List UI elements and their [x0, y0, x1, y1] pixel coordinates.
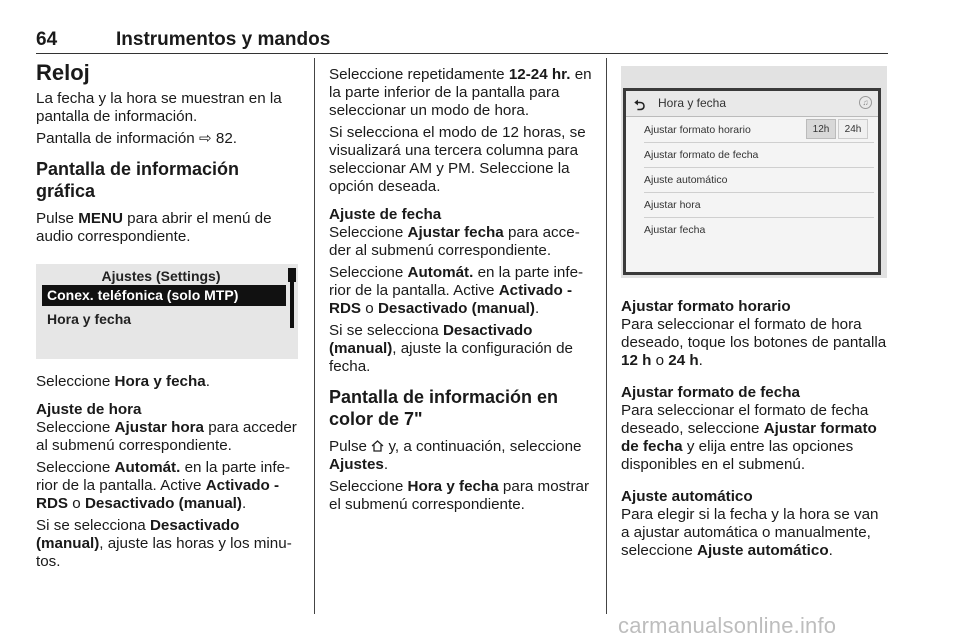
column-divider [606, 58, 607, 614]
section-heading-color: Pantalla de información en color de 7" [329, 387, 559, 429]
figure-row: Ajustar formato de fecha [644, 144, 874, 168]
paragraph: Pulse y, a continuación, seleccione Ajustes. [329, 438, 582, 473]
figure-12h-button: 12h [806, 119, 836, 139]
figure-screen [623, 88, 881, 275]
figure-header [626, 91, 878, 117]
paragraph: Seleccione Automát. en la parte inferior de la pantalla. Active Activado - RDS o Desactivado (manual). [36, 459, 291, 512]
figure-selected-item: Conex. teléfonica (solo MTP) [42, 285, 286, 306]
section-heading-reloj: Reloj [36, 60, 90, 85]
figure-title: Hora y fecha [658, 96, 727, 110]
column-2 [329, 66, 592, 514]
subheading-ajuste-fecha: Ajuste de fecha [329, 206, 442, 223]
page-number: 64 [36, 29, 58, 50]
figure-row: Ajustar hora [644, 194, 874, 218]
subheading-ajuste-hora: Ajuste de hora [36, 401, 142, 418]
paragraph: Seleccione repetidamente 12-24 hr. en la parte inferior de la pantalla para seleccionar un modo de hora. [329, 66, 592, 119]
paragraph: Para seleccionar el formato de fecha deseado, seleccione Ajustar formato de fecha y elija entre las opciones disponibles en el submenú. [621, 402, 877, 473]
paragraph: Seleccione Automát. en la parte inferior de la pantalla. Active Activado - RDS o Desactivado (manual). [329, 264, 584, 317]
paragraph: Si se selecciona Desactivado (manual), ajuste las horas y los minutos. [36, 517, 292, 570]
column-3 [621, 298, 887, 560]
paragraph: Si selecciona el modo de 12 horas, se visualizará una tercera columna para seleccionar AM y PM. Seleccione la opción deseada. [329, 124, 586, 195]
paragraph: Si se selecciona Desactivado (manual), ajuste la configuración de fecha. [329, 322, 573, 375]
graphic-display-figure [36, 264, 298, 359]
subheading-formato-horario: Ajustar formato horario [621, 298, 791, 315]
paragraph: Seleccione Hora y fecha. [36, 373, 210, 390]
page-header [36, 26, 888, 54]
time-format-buttons [806, 119, 870, 139]
paragraph: Para seleccionar el formato de hora deseado, toque los botones de pantalla 12 h o 24 h. [621, 316, 887, 369]
paragraph: Pulse MENU para abrir el menú de audio correspondiente. [36, 210, 272, 245]
color-display-figure [621, 66, 887, 278]
paragraph: La fecha y la hora se muestran en la pantalla de información. [36, 90, 282, 125]
paragraph: Pantalla de información ⇨ 82. [36, 130, 238, 147]
arrow-right-icon: ⇨ [198, 130, 212, 147]
home-icon [371, 438, 384, 455]
watermark: carmanualsonline.info [618, 613, 837, 638]
paragraph: Para elegir si la fecha y la hora se van a ajustar automática o manualmente, seleccione Ajuste automático. [621, 506, 879, 559]
section-heading-grafica: Pantalla de información gráfica [36, 159, 240, 201]
figure-menu-title: Ajustes (Settings) [101, 268, 221, 284]
paragraph: Seleccione Hora y fecha para mostrar el submenú correspondiente. [329, 478, 590, 513]
chapter-title: Instrumentos y mandos [116, 29, 331, 50]
figure-menu-item: Hora y fecha [47, 311, 132, 327]
scrollbar-track [290, 268, 294, 328]
figure-row: Ajuste automático [644, 169, 874, 193]
subheading-formato-fecha: Ajustar formato de fecha [621, 384, 800, 401]
back-icon: ⮌ [634, 97, 646, 113]
column-1 [36, 60, 298, 571]
music-note-icon: ♫ [859, 96, 872, 109]
paragraph: Seleccione Ajustar fecha para acceder al submenú correspondiente. [329, 224, 580, 259]
column-divider [314, 58, 315, 614]
figure-row: Ajustar fecha [644, 224, 706, 236]
paragraph: Seleccione Ajustar hora para acceder al submenú correspondiente. [36, 419, 297, 454]
figure-24h-button: 24h [838, 119, 868, 139]
subheading-ajuste-automatico: Ajuste automático [621, 488, 753, 505]
figure-row: Ajustar formato horario [644, 119, 874, 143]
